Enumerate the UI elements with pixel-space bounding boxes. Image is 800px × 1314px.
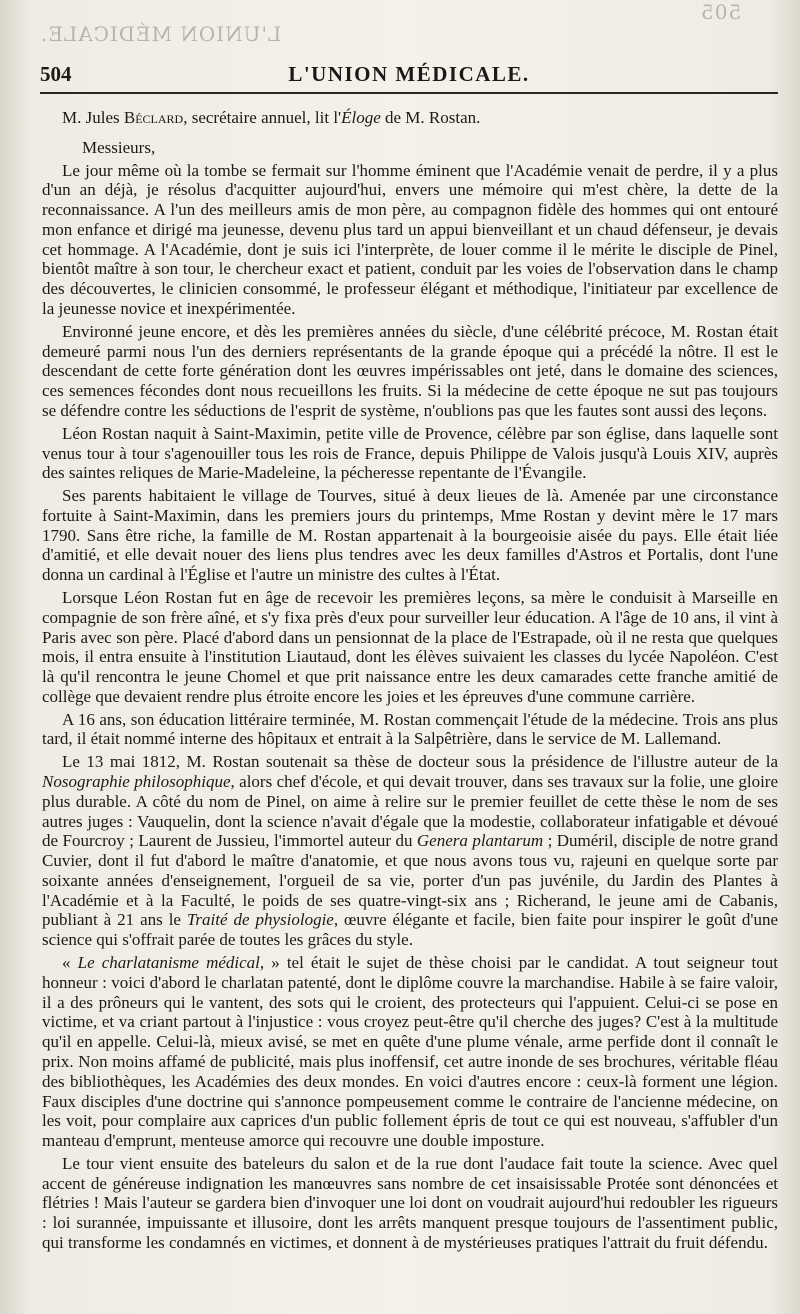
intro-line: M. Jules Béclard, secrétaire annuel, lit l'Éloge de M. Rostan. xyxy=(62,108,481,127)
salutation: Messieurs, xyxy=(82,137,156,157)
author-name: Béclard xyxy=(123,108,184,127)
bleed-through-title: L'UNION MÉDICALE. xyxy=(40,22,282,46)
paragraph-medicine: A 16 ans, son éducation littéraire terminée, M. Rostan commençait l'étude de la médecine. Trois ans plus tard, il était nommé interne des hôpitaux et entrait à la Salpêtrière, dans le service de M. Lallemand. xyxy=(42,709,778,749)
work-title: Genera plantarum xyxy=(416,831,544,851)
paragraph-birthplace: Léon Rostan naquit à Saint-Maximin, petite ville de Provence, célèbre par son église, dans laquelle sont venus tour à tour s'agenouiller tous les rois de France, depuis Philippe de Valois jusqu'à Louis XIV, auprès des saintes reliques de Marie-Madeleine, la pécheresse repentante de l'Évangile. xyxy=(42,423,778,483)
eloge-title: Éloge xyxy=(341,108,381,127)
paragraph-opening: Le jour même où la tombe se fermait sur l'homme éminent que l'Académie venait de perdre, il y a plus d'un an déjà, je résolus d'acquitter aujourd'hui, envers une mémoire qui m'est chère, la dette de la reconnaissance. A l'un des meilleurs amis de mon père, au compagnon fidèle des hommes qui ont entouré mon enfance et dirigé ma jeunesse, devenu plus tard un appui bienveillant et un chaud défenseur, je devais cet hommage. A l'Académie, dont je suis ici l'interprète, de louer comme il le mérite le disciple de Pinel, bientôt maître à son tour, le chercheur exact et patient, conduit par les voies de l'observation dans le champ des découvertes, le clinicien consommé, le professeur élégant et méthodique, l'initiateur par excellence de la jeunesse novice et inexpérimentée. xyxy=(42,160,778,319)
work-title: Traité de physiologie xyxy=(186,910,334,930)
paragraph-thesis: Le 13 mai 1812, M. Rostan soutenait sa thèse de docteur sous la présidence de l'illustre auteur de la Nosographie philosophique, alors chef d'école, et qui devait trouver, dans ses travaux sur la folie, une gloire plus durable. A côté du nom de Pinel, on aime à relire sur le premier feuillet de cette thèse le nom de ses autres juges : Vauquelin, dont la science n'avait d'égale que la modestie, collaborateur infatigable et dévoué de Fourcroy ; Laurent de Jussieu, l'immortel auteur du Genera plantarum ; Duméril, disciple de notre grand Cuvier, dont il fut d'abord le maître d'anatomie, et que nous avons tous vu, rajeuni en quelque sorte par soixante années d'enseignement, l'orgueil de sa vie, porter d'un pas juvénile, du Jardin des Plantes à l'Académie et à la Faculté, le poids de ses quatre-vingt-six ans ; Richerand, le jeune ami de Cabanis, publiant à 21 ans le Traité de physiologie, œuvre élégante et facile, bien faite pour inspirer le goût d'une science qui s'offrait parée de toutes les grâces du style. xyxy=(42,752,779,950)
paragraph-charlatanism: « Le charlatanisme médical, » tel était le sujet de thèse choisi par le candidat. A tout seigneur tout honneur : voici d'abord le charlatan patenté, dont le diplôme couvre la marchandise. Habile à se faire valoir, il a des prôneurs qui le vantent, des sots qui le croient, des protecteurs qui l'appuient. Celui-ci se pose en victime, et va criant partout à l'injustice : vous croyez peut-être qu'il cherche des juges? C'est à la multitude qu'il en appelle. Celui-là, mieux avisé, se met en quête d'une plume vénale, arme perfide dont il connaît le prix. Non moins affamé de publicité, mais plus inoffensif, cet autre inonde de ses brochures, véritable fléau des bibliothèques, les Académies des deux mondes. En voici d'autres encore : ceux-là forment une légion. Faux disciples d'une doctrine qui s'annonce pompeusement comme le contraire de l'ancienne médecine, on les voit, pour complaire aux caprices d'un public follement épris de tout ce qui est nouveau, s'affubler d'un manteau d'emprunt, menteuse amorce qui recouvre une double imposture. xyxy=(42,953,779,1151)
work-title: Nosographie philosophique xyxy=(42,772,231,791)
article-body xyxy=(42,108,778,1253)
paragraph-parents: Ses parents habitaient le village de Tourves, situé à deux lieues de là. Amenée par une circonstance fortuite à Saint-Maximin, dans les premiers jours du printemps, Mme Rostan y devint mère le 17 mars 1790. Sans être riche, la famille de M. Rostan appartenait à la bourgeoisie aisée du pays. Elle était liée d'amitié, et elle devait nouer des liens plus tendres avec les deux familles d'Astros et Portalis, dont l'une donna un cardinal à l'Église et l'autre un ministre des cultes à l'État. xyxy=(42,486,778,585)
journal-title: L'UNION MÉDICALE. xyxy=(288,62,530,86)
running-header xyxy=(40,62,778,94)
paragraph-bateleurs: Le tour vient ensuite des bateleurs du salon et de la rue dont l'audace fait toute la science. Avec quel accent de généreuse indignation les manœuvres sans nombre de cet insaisissable Protée sont dénoncées et flétries ! Mais l'auteur se gardera bien d'invoquer une loi dont on voudrait aujourd'hui redoubler les rigueurs : loi surannée, impuissante et illusoire, dont les arrêts manquent presque toujours de l'assentiment public, qui transforme les condamnés en victimes, et donnent à de mystérieuses pratiques l'attrait du fruit défendu. xyxy=(42,1153,778,1252)
bleed-through-page-number: 505 xyxy=(700,0,742,24)
page-number: 504 xyxy=(40,62,72,86)
paragraph-epoch: Environné jeune encore, et dès les premières années du siècle, d'une célébrité précoce, M. Rostan était demeuré parmi nous l'un des derniers représentants de la grande époque qui a précédé la nôtre. Il est le descendant de cette forte génération dont les œuvres impérissables ont jeté, dans le domaine des sciences, ces semences fécondes dont nous recueillons les fruits. Si la médecine de cette époque ne sut pas toujours se défendre contre les séductions de l'esprit de système, n'oublions pas que les fautes sont aussi des leçons. xyxy=(42,321,778,420)
paragraph-education: Lorsque Léon Rostan fut en âge de recevoir les premières leçons, sa mère le conduisit à Marseille en compagnie de son frère aîné, et s'y fixa près d'eux pour surveiller leur éducation. A l'âge de 10 ans, il vint à Paris avec son père. Placé d'abord dans un pensionnat de la place de l'Estrapade, où il ne resta que quelques mois, il entra ensuite à l'institution Liautaud, dont les élèves suivaient les classes du lycée Napoléon. C'est là qu'il rencontra le jeune Chomel et que prit naissance entre les deux camarades cette franche amitié de collège que devaient rendre plus étroite encore les joies et les épreuves d'une commune carrière. xyxy=(42,587,778,706)
bleed-through-heading xyxy=(40,22,281,46)
thesis-title: Le charlatanisme médical xyxy=(77,953,260,973)
